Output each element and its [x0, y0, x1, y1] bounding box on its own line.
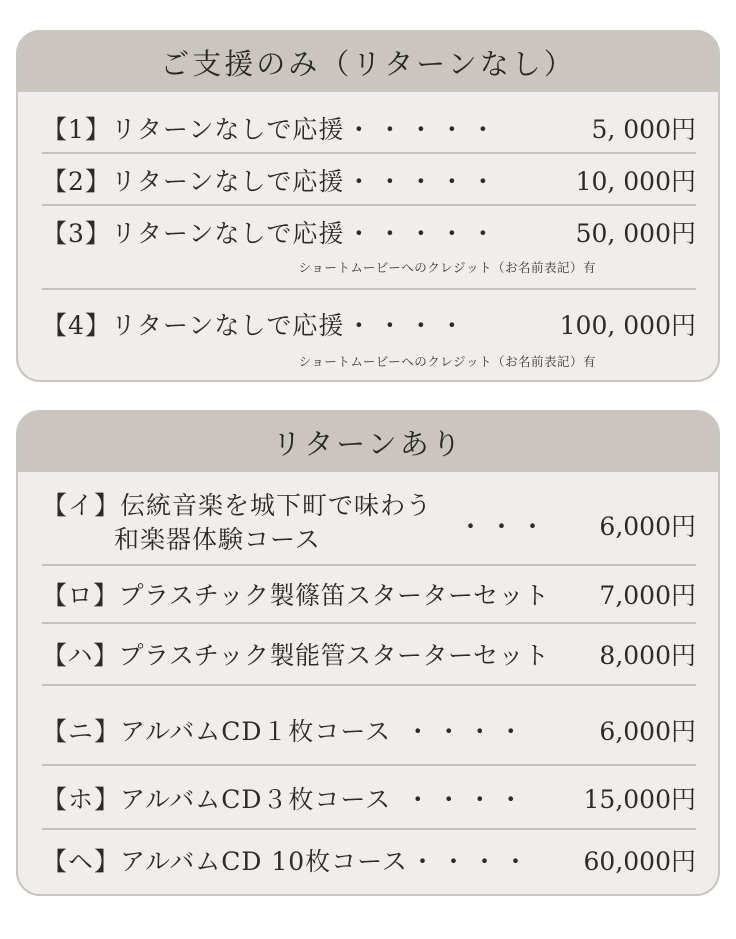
reward-row-price: 8,000円 [599, 641, 696, 670]
donation-row-2[interactable] [42, 154, 696, 206]
donation-row-price: 100, 000円 [559, 311, 696, 340]
reward-row-price: 6,000円 [599, 717, 696, 746]
leader-dots: ・・・・ [405, 785, 530, 814]
reward-row-label: 【ロ】プラスチック製篠笛スターターセット [42, 581, 550, 610]
donation-row-price: 5, 000円 [591, 115, 696, 144]
reward-row-ha[interactable] [42, 624, 696, 686]
reward-row-ro[interactable] [42, 566, 696, 624]
reward-row-i[interactable] [42, 484, 696, 566]
donation-panel [16, 30, 720, 382]
leader-dots: ・・・・・ [346, 219, 502, 248]
leader-dots: ・・・・・ [346, 167, 502, 196]
credit-note: ショートムービーへのクレジット（お名前表記）有 [298, 260, 596, 275]
rewards-panel-title: リターンあり [18, 412, 718, 472]
reward-row-price: 7,000円 [599, 581, 696, 610]
donation-row-label: 【2】リターンなしで応援 [42, 167, 345, 196]
donation-row-price: 50, 000円 [575, 219, 696, 248]
donation-row-label: 【1】リターンなしで応援 [42, 115, 345, 144]
reward-row-label: 【ハ】プラスチック製能管スターターセット [42, 641, 550, 670]
reward-label-line1: 【イ】伝統音楽を城下町で味わう [42, 491, 433, 520]
reward-row-price: 60,000円 [583, 847, 696, 876]
reward-row-label: 【ホ】アルバムCD３枚コース [42, 785, 392, 814]
donation-row-label: 【3】リターンなしで応援 [42, 219, 345, 248]
reward-row-ho[interactable] [42, 766, 696, 830]
reward-row-ni[interactable] [42, 686, 696, 766]
leader-dots: ・・・・ [409, 847, 534, 876]
donation-row-4[interactable] [42, 290, 696, 380]
leader-dots: ・・・・ [346, 311, 471, 340]
rewards-panel [16, 410, 720, 896]
donation-row-1[interactable] [42, 102, 696, 154]
reward-row-label [42, 489, 432, 557]
reward-row-label: 【ヘ】アルバムCD 10枚コース [42, 847, 408, 876]
credit-note: ショートムービーへのクレジット（お名前表記）有 [298, 354, 596, 369]
donation-panel-title: ご支援のみ（リターンなし） [18, 32, 718, 92]
leader-dots: ・・・・・ [346, 115, 502, 144]
reward-label-line2: 和楽器体験コース [114, 525, 321, 554]
leader-dots: ・・・ [458, 512, 552, 541]
reward-row-price: 15,000円 [583, 785, 696, 814]
leader-dots: ・・・・ [405, 717, 530, 746]
donation-row-price: 10, 000円 [575, 167, 696, 196]
reward-row-price: 6,000円 [599, 512, 696, 541]
donation-row-3[interactable] [42, 206, 696, 290]
donation-row-label: 【4】リターンなしで応援 [42, 311, 345, 340]
reward-row-he[interactable] [42, 830, 696, 894]
reward-row-label: 【ニ】アルバムCD１枚コース [42, 717, 392, 746]
